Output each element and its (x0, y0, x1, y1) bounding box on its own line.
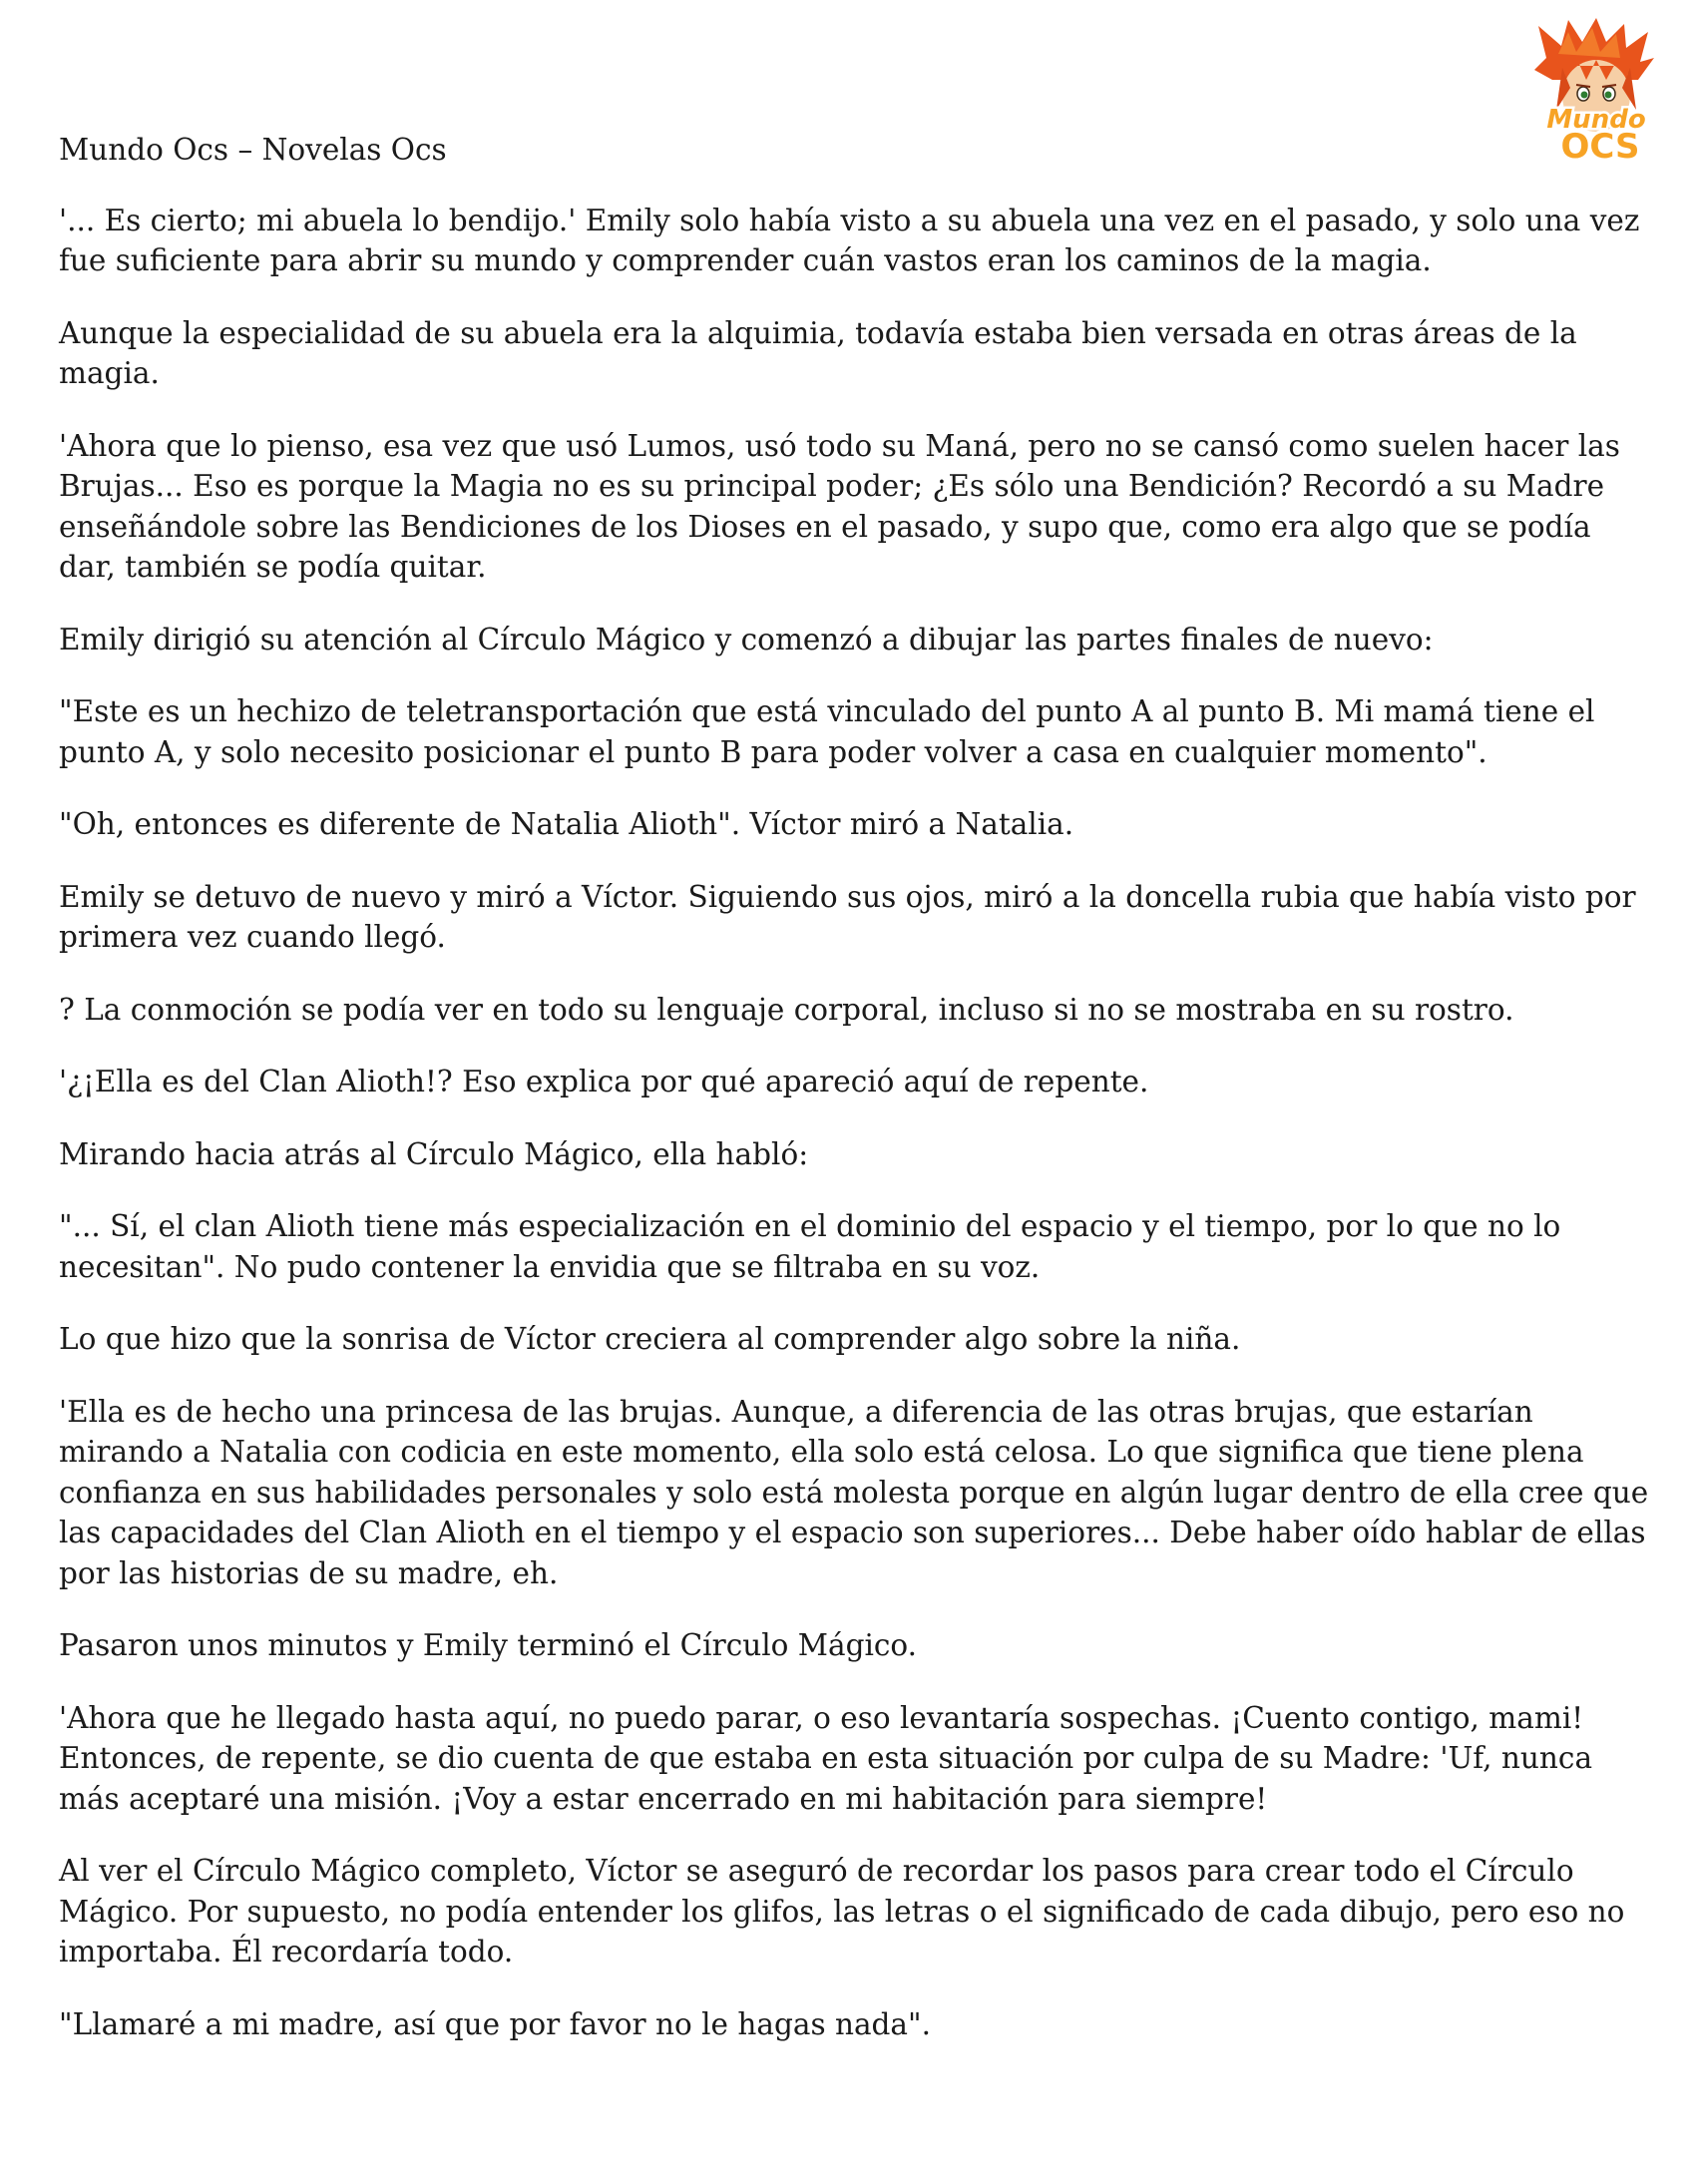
paragraph: Al ver el Círculo Mágico completo, Víctor se aseguró de recordar los pasos para crear todo el Círculo Mágico. Por supuesto, no podía entender los glifos, las letras o el significado de cada dibujo, pero eso no importaba. Él recordaría todo. (59, 1854, 1625, 1968)
page-header: Mundo Ocs – Novelas Ocs (59, 133, 447, 167)
paragraph: Mirando hacia atrás al Círculo Mágico, ella habló: (59, 1136, 809, 1171)
paragraph: Aunque la especialidad de su abuela era la alquimia, todavía estaba bien versada en otras áreas de la magia. (59, 315, 1577, 390)
paragraph: '... Es cierto; mi abuela lo bendijo.' Emily solo había visto a su abuela una vez en el pasado, y solo una vez fue suficiente para abrir su mundo y comprender cuán vastos eran los caminos de la magia. (59, 203, 1640, 277)
paragraph: 'Ahora que he llegado hasta aquí, no puedo parar, o eso levantaría sospechas. ¡Cuento contigo, mami! Entonces, de repente, se dio cuenta de que estaba en esta situación por culpa de su Madre: 'Uf, nunca más aceptaré una misión. ¡Voy a estar encerrado en mi habitación para siempre! (59, 1700, 1593, 1816)
paragraph: Lo que hizo que la sonrisa de Víctor creciera al comprender algo sobre la niña. (59, 1322, 1241, 1356)
document-body (59, 130, 1655, 2076)
paragraph: 'Ella es de hecho una princesa de las brujas. Aunque, a diferencia de las otras brujas, que estarían mirando a Natalia con codicia en este momento, ella solo está celosa. Lo que significa que tiene plena confianza en sus habilidades personales y solo está molesta porque en algún lugar dentro de ella cree que las capacidades del Clan Alioth en el tiempo y el espacio son superiores... Debe haber oído hablar de ellas por las historias de su madre, eh. (59, 1394, 1649, 1590)
paragraph: "Llamaré a mi madre, así que por favor no le hagas nada". (59, 2006, 931, 2041)
paragraph: Emily se detuvo de nuevo y miró a Víctor. Siguiendo sus ojos, miró a la doncella rubia que había visto por primera vez cuando llegó. (59, 879, 1636, 954)
logo-text-ocs: OCS (1560, 127, 1640, 167)
paragraph: '¿¡Ella es del Clan Alioth!? Eso explica por qué apareció aquí de repente. (59, 1065, 1149, 1098)
paragraph: "... Sí, el clan Alioth tiene más especialización en el dominio del espacio y el tiempo, por lo que no lo necesitan". No pudo contener la envidia que se filtraba en su voz. (59, 1209, 1561, 1284)
paragraph: "Este es un hechizo de teletransportación que está vinculado del punto A al punto B. Mi mamá tiene el punto A, y solo necesito posicionar el punto B para poder volver a casa en cualquier momento". (59, 694, 1595, 769)
logo-text-mundo: Mundo (1546, 105, 1646, 135)
paragraph: Emily dirigió su atención al Círculo Mágico y comenzó a dibujar las partes finales de nuevo: (59, 622, 1434, 656)
paragraph: ? La conmoción se podía ver en todo su lenguaje corporal, incluso si no se mostraba en su rostro. (59, 992, 1514, 1027)
paragraph: "Oh, entonces es diferente de Natalia Alioth". Víctor miró a Natalia. (59, 807, 1074, 841)
paragraph: 'Ahora que lo pienso, esa vez que usó Lumos, usó todo su Maná, pero no se cansó como suelen hacer las Brujas... Eso es porque la Magia no es su principal poder; ¿Es sólo una Bendición? Recordó a su Madre enseñándole sobre las Bendiciones de los Dioses en el pasado, y supo que, como era algo que se podía dar, también se podía quitar. (59, 428, 1620, 584)
paragraph: Pasaron unos minutos y Emily terminó el Círculo Mágico. (59, 1628, 918, 1662)
